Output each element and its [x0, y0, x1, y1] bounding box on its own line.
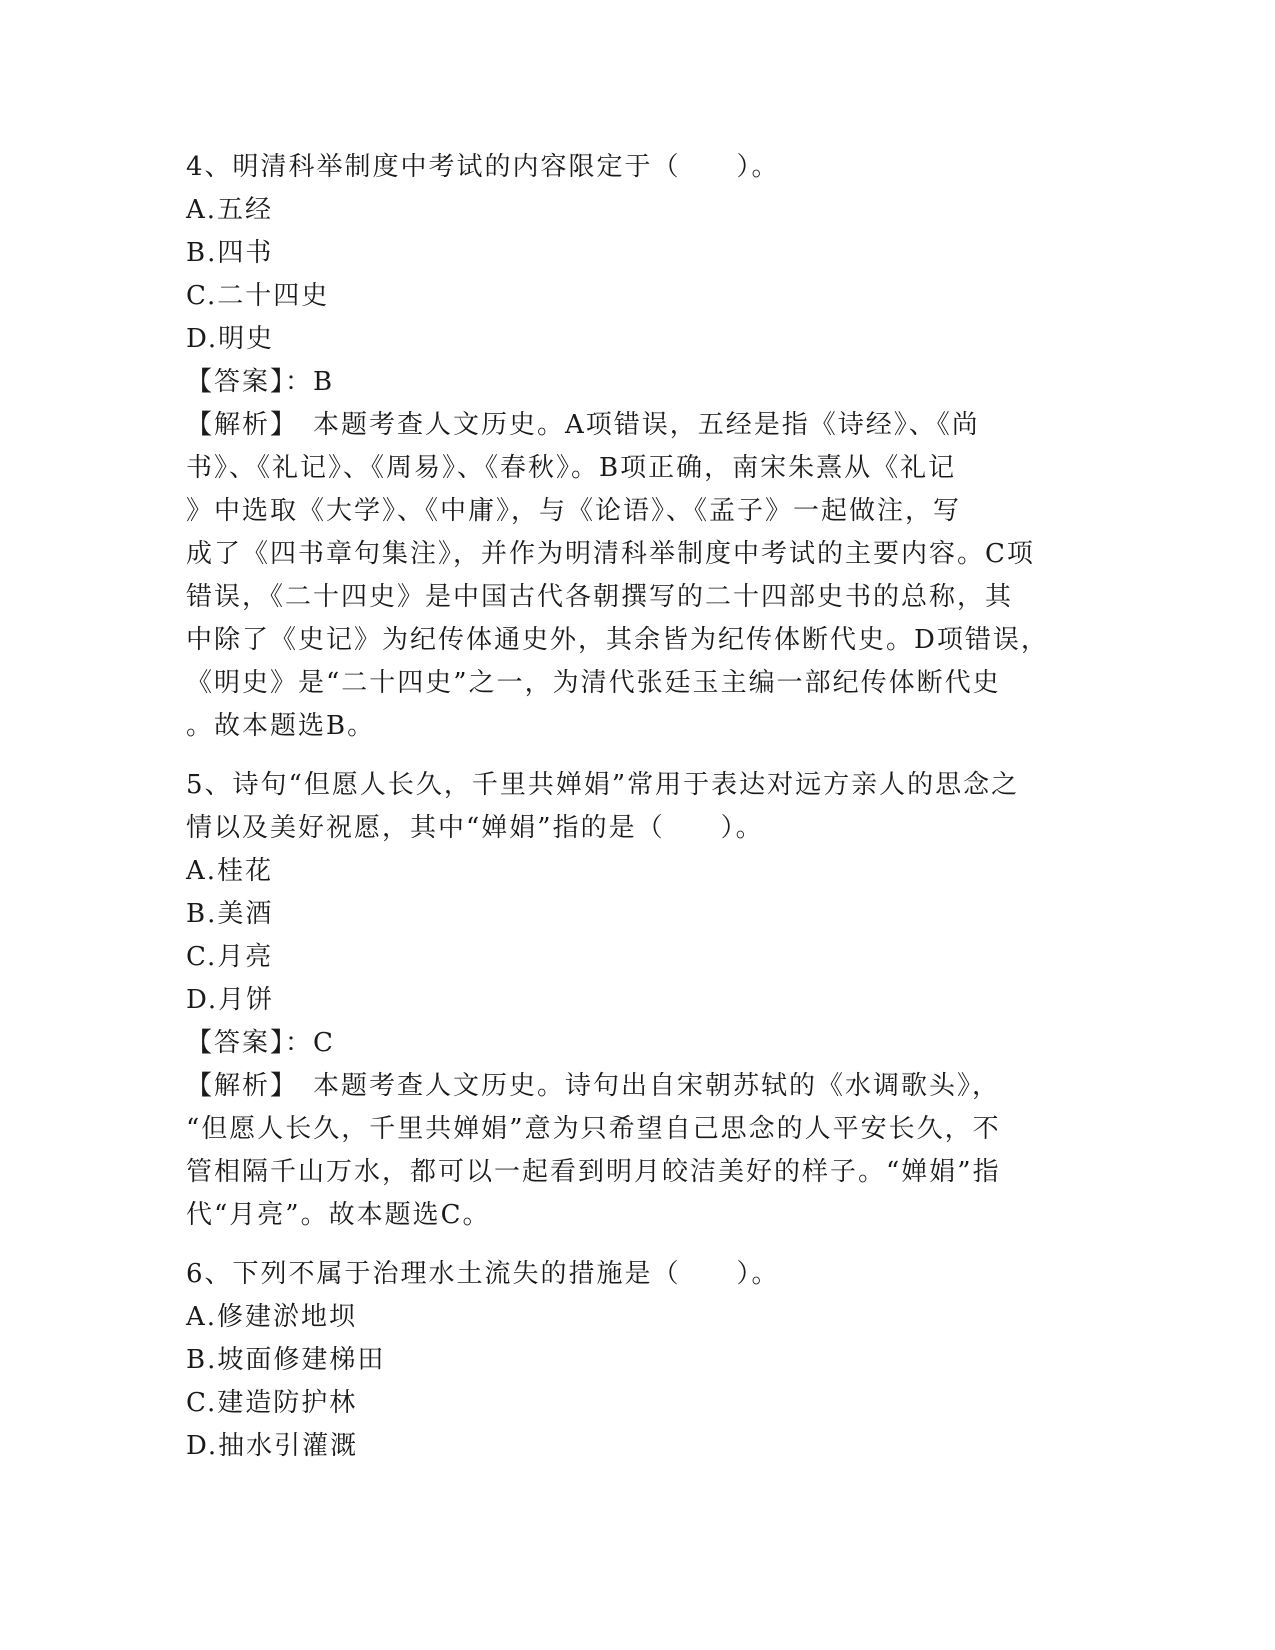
- question-stem: [186, 1253, 1086, 1296]
- question-stem: [186, 764, 1086, 850]
- option-d: D.抽水引灌溉: [186, 1431, 359, 1461]
- stem-line: 6、下列不属于治理水土流失的措施是（ ）。: [186, 1259, 780, 1289]
- question-stem: [186, 146, 1086, 189]
- stem-line: 情以及美好祝愿，其中“婵娟”指的是（ ）。: [186, 813, 764, 843]
- analysis-line: 《明史》是“二十四史”之一，为清代张廷玉主编一部纪传体断代史: [186, 668, 1001, 698]
- option-c: C.月亮: [186, 942, 274, 972]
- analysis-line: 管相隔千山万水，都可以一起看到明月皎洁美好的样子。“婵娟”指: [186, 1157, 1001, 1187]
- analysis-line: 【解析】 本题考查人文历史。A项错误，五经是指《诗经》、《尚: [186, 410, 980, 440]
- option-a: A.修建淤地坝: [186, 1302, 358, 1332]
- exam-page: [186, 146, 1086, 1468]
- question-6: [186, 1253, 1086, 1468]
- analysis-line: 【解析】 本题考查人文历史。诗句出自宋朝苏轼的《水调歌头》，: [186, 1071, 1001, 1101]
- stem-line: 4、明清科举制度中考试的内容限定于（ ）。: [186, 152, 780, 182]
- option-d: D.明史: [186, 324, 275, 354]
- option-d: D.月饼: [186, 985, 275, 1015]
- option-a: A.五经: [186, 195, 274, 225]
- answer-line: 【答案】：B: [186, 367, 335, 397]
- analysis-line: 错误，《二十四史》是中国古代各朝撰写的二十四部史书的总称，其: [186, 582, 1014, 612]
- question-4: [186, 146, 1086, 748]
- analysis-line: “但愿人长久，千里共婵娟”意为只希望自己思念的人平安长久，不: [186, 1114, 1001, 1144]
- analysis-line: 》中选取《大学》、《中庸》，与《论语》、《孟子》一起做注，写: [186, 496, 962, 526]
- option-b: B.美酒: [186, 899, 274, 929]
- option-a: A.桂花: [186, 856, 274, 886]
- option-b: B.四书: [186, 238, 274, 268]
- stem-line: 5、诗句“但愿人长久，千里共婵娟”常用于表达对远方亲人的思念之: [186, 770, 1020, 800]
- answer-line: 【答案】：C: [186, 1028, 335, 1058]
- analysis-line: 代“月亮”。故本题选C。: [186, 1200, 491, 1230]
- analysis-line: 成了《四书章句集注》，并作为明清科举制度中考试的主要内容。C项: [186, 539, 1035, 569]
- analysis-line: 。故本题选B。: [186, 711, 376, 741]
- option-c: C.二十四史: [186, 281, 330, 311]
- option-b: B.坡面修建梯田: [186, 1345, 386, 1375]
- option-c: C.建造防护林: [186, 1388, 358, 1418]
- analysis-paragraph: [186, 404, 1086, 748]
- analysis-paragraph: [186, 1065, 1086, 1237]
- analysis-line: 中除了《史记》为纪传体通史外，其余皆为纪传体断代史。D项错误，: [186, 625, 1049, 655]
- analysis-line: 书》、《礼记》、《周易》、《春秋》。B项正确，南宋朱熹从《礼记: [186, 453, 957, 483]
- question-5: [186, 764, 1086, 1237]
